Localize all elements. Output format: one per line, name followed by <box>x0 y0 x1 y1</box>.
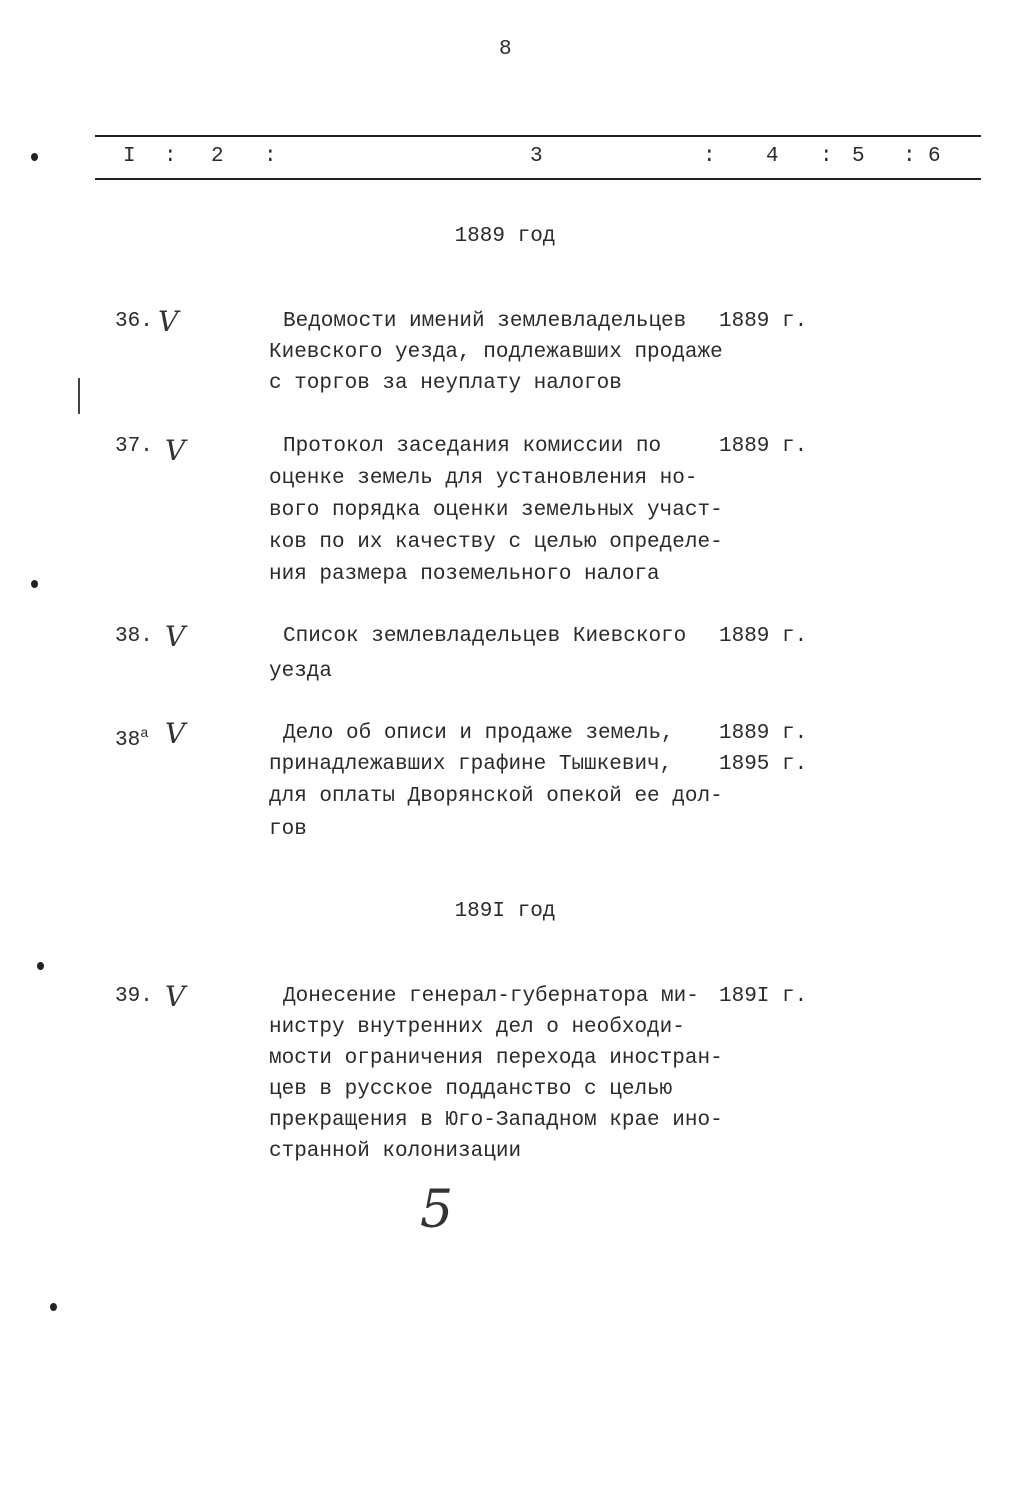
entry-text: оценке земель для установления но- <box>269 467 698 490</box>
check-mark: V <box>165 620 186 653</box>
entry-text: нистру внутренних дел о необходи- <box>269 1016 685 1039</box>
check-mark: V <box>165 434 186 467</box>
entry-text: Дело об описи и продаже земель, <box>283 722 674 745</box>
entry-text: гов <box>269 818 307 841</box>
col-sep: : <box>903 145 916 168</box>
col-sep: : <box>164 145 177 168</box>
col-4: 4 <box>766 145 779 168</box>
col-6: 6 <box>928 145 941 168</box>
entry-text: прекращения в Юго-Западном крае ино- <box>269 1109 723 1132</box>
year-heading: 1889 год <box>454 225 556 248</box>
header-rule-bottom <box>95 178 981 180</box>
binding-hole-mark <box>37 962 44 970</box>
entry-text: принадлежавших графине Тышкевич, <box>269 753 673 776</box>
check-mark: V <box>165 717 186 750</box>
entry-text: с торгов за неуплату налогов <box>269 372 622 395</box>
entry-text: ния размера поземельного налога <box>269 563 660 586</box>
header-rule-top <box>95 135 981 137</box>
entry-text: ков по их качеству с целью определе- <box>269 531 723 554</box>
col-3: 3 <box>530 145 543 168</box>
binding-hole-mark <box>50 1303 57 1311</box>
entry-date: 1889 г. <box>719 435 808 458</box>
entry-text: Ведомости имений землевладельцев <box>283 310 687 333</box>
col-sep: : <box>703 145 716 168</box>
handwritten-sheet-number: 5 <box>420 1180 454 1240</box>
entry-date: 1889 г. <box>719 722 808 745</box>
entry-text: Список землевладельцев Киевского <box>283 625 687 648</box>
entry-number: 38. <box>115 625 153 648</box>
check-mark: V <box>165 980 186 1013</box>
entry-text: вого порядка оценки земельных участ- <box>269 499 723 522</box>
entry-text: мости ограничения перехода иностран- <box>269 1047 723 1070</box>
entry-text: Протокол заседания комиссии по <box>283 435 662 458</box>
col-5: 5 <box>852 145 865 168</box>
binding-hole-mark <box>31 153 38 161</box>
margin-line-mark <box>78 378 80 414</box>
entry-date: 1889 г. <box>719 625 808 648</box>
year-heading: 189I год <box>454 900 556 923</box>
entry-number-suffix: а <box>140 726 149 742</box>
entry-text: странной колонизации <box>269 1140 522 1163</box>
entry-date: 1889 г. <box>719 310 808 333</box>
col-2: 2 <box>211 145 224 168</box>
entry-text: Донесение генерал-губернатора ми- <box>283 985 699 1008</box>
entry-text: Киевского уезда, подлежавших продаже <box>269 341 723 364</box>
col-1: I <box>123 145 136 168</box>
col-sep: : <box>264 145 277 168</box>
entry-date: 189I г. <box>719 985 808 1008</box>
entry-text: цев в русское подданство с целью <box>269 1078 673 1101</box>
entry-text: уезда <box>269 660 333 683</box>
binding-hole-mark <box>31 580 38 588</box>
col-sep: : <box>820 145 833 168</box>
entry-number: $38^а$ <box>115 726 149 752</box>
entry-number: 39. <box>115 985 153 1008</box>
entry-date: 1895 г. <box>719 753 808 776</box>
page-number: 8 <box>499 38 512 61</box>
entry-text: для оплаты Дворянской опекой ее дол- <box>269 785 723 808</box>
check-mark: V <box>158 305 179 338</box>
entry-number: 36. <box>115 310 153 333</box>
entry-number: 37. <box>115 435 153 458</box>
